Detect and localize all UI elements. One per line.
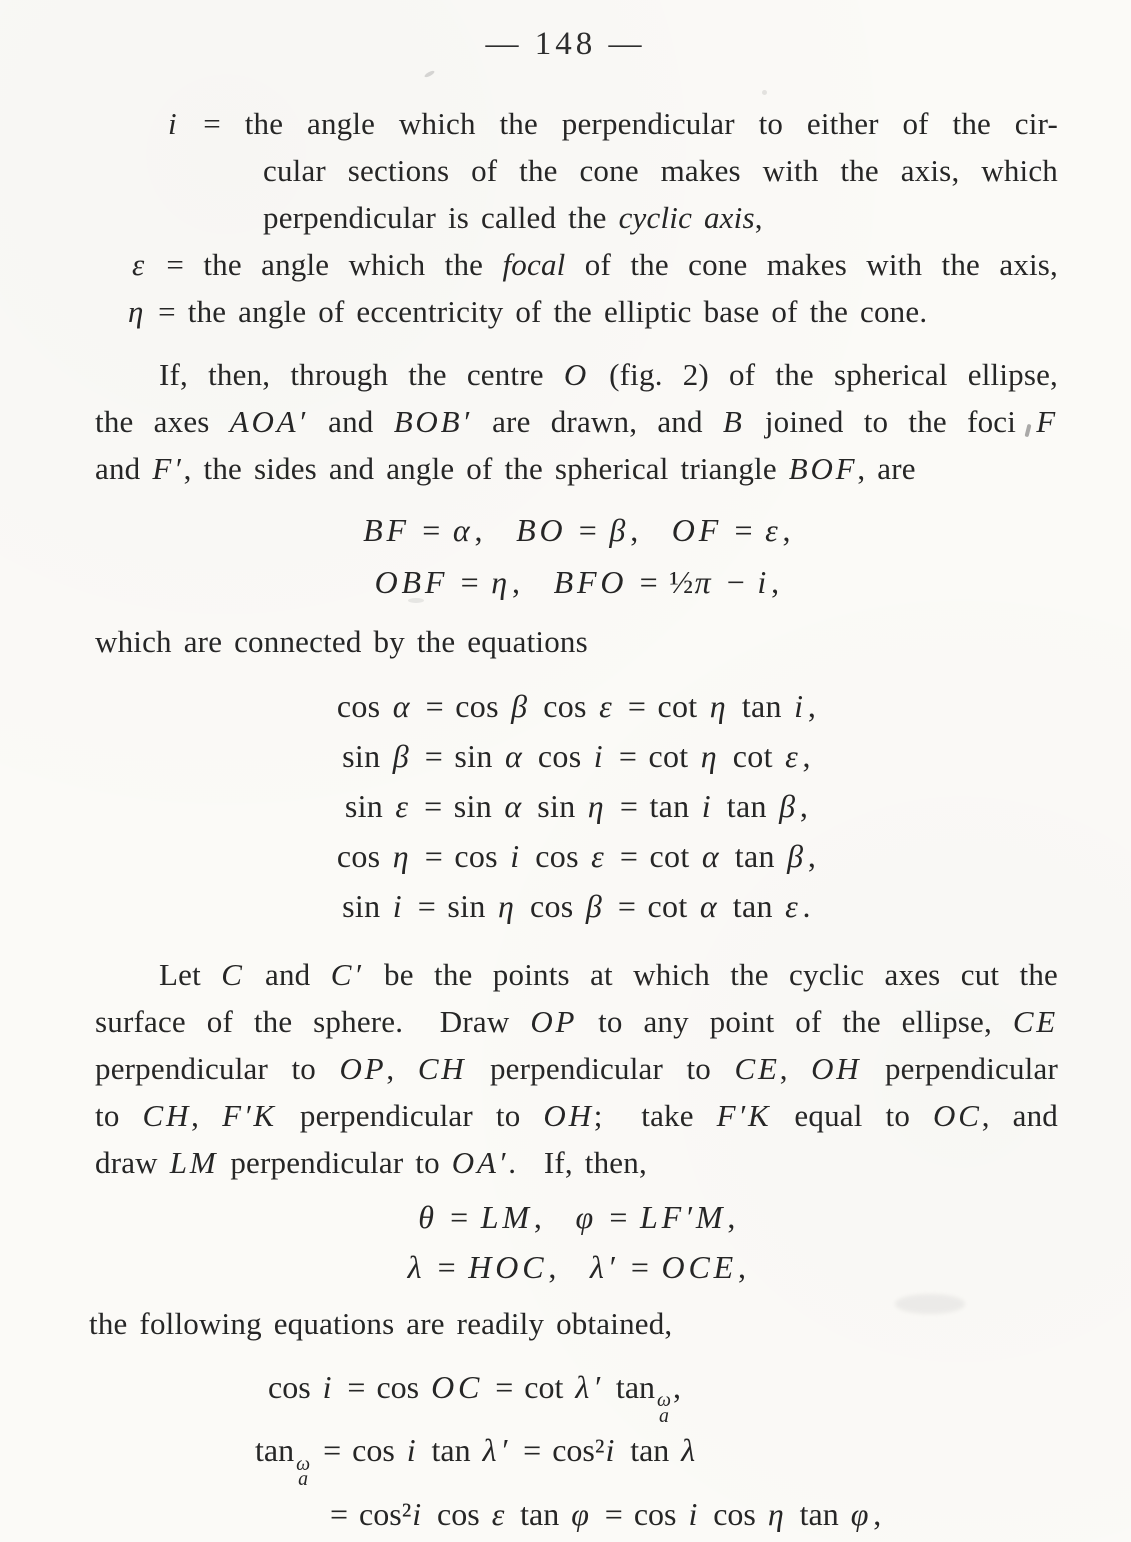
definition-line: i = the angle which the perpendicular to either of the cir- xyxy=(168,106,1058,141)
page-content xyxy=(89,100,1059,1541)
paragraph-cyclic-axes-construction xyxy=(95,951,1058,1186)
paragraph-line: surface of the sphere. Draw OP to any point of the ellipse, CE xyxy=(95,1004,1059,1039)
paragraph-line: perpendicular to OP, CH perpendicular to CE, OH perpendicular xyxy=(95,1051,1058,1086)
paragraph-line: the axes AOA′ and BOB′ are drawn, and B joined to the foci F xyxy=(95,404,1058,439)
equation-line: = cos²i cos ε tan φ = cos i cos η tan φ, xyxy=(330,1495,882,1532)
scan-artifact xyxy=(424,70,436,79)
equations-angle-definitions xyxy=(95,1192,1058,1292)
paragraph-line: draw LM perpendicular to OA′. If, then, xyxy=(95,1145,647,1180)
sentence-line: which are connected by the equations xyxy=(95,624,588,659)
equation-line: tan ω a = cos i tan λ′ = cos²i tan λ xyxy=(255,1432,699,1491)
equation-line: BF = α, BO = β, OF = ε, xyxy=(363,512,791,548)
equation-line: sin ε = sin α sin η = tan i tan β, xyxy=(344,788,809,824)
definition-line: η = the angle of eccentricity of the elliptic base of the cone. xyxy=(128,294,928,329)
scan-artifact xyxy=(762,90,767,95)
equation-line: λ = HOC, λ′ = OCE, xyxy=(407,1249,747,1285)
obtained-sentence xyxy=(89,1300,1058,1347)
definitions-block xyxy=(95,100,1058,335)
sentence-line: the following equations are readily obtained, xyxy=(89,1306,673,1341)
paragraph-line: to CH, F′K perpendicular to OH; take F′K equal to OC, and xyxy=(95,1098,1059,1133)
paragraph-spherical-triangle xyxy=(95,351,1058,492)
definition-line: perpendicular is called the cyclic axis, xyxy=(263,200,763,235)
definition-line: cular sections of the cone makes with the axis, which xyxy=(263,153,1058,188)
equations-connected xyxy=(95,681,1058,931)
equation-line: θ = LM, φ = LF′M, xyxy=(418,1199,736,1235)
equation-line: cos i = cos OC = cot λ′ tan ω a , xyxy=(268,1369,682,1427)
paragraph-line: Let C and C′ be the points at which the cyclic axes cut the xyxy=(159,957,1059,992)
equations-final xyxy=(95,1361,1058,1541)
paragraph-line: If, then, through the centre O (fig. 2) of the spherical ellipse, xyxy=(159,357,1059,392)
page-number: — 148 — xyxy=(485,26,646,62)
equation-line: OBF = η, BFO = ½π − i, xyxy=(374,564,780,600)
equations-triangle-sides xyxy=(95,504,1058,608)
connecting-sentence xyxy=(95,618,1058,665)
equation-line: cos α = cos β cos ε = cot η tan i, xyxy=(336,688,817,724)
equation-line: sin i = sin η cos β = cot α tan ε. xyxy=(342,888,811,924)
equation-line: sin β = sin α cos i = cot η cot ε, xyxy=(342,738,811,774)
paragraph-line: and F′, the sides and angle of the spherical triangle BOF, are xyxy=(95,451,916,486)
definition-line: ε = the angle which the focal of the cone makes with the axis, xyxy=(132,247,1058,282)
equation-line: cos η = cos i cos ε = cot α tan β, xyxy=(336,838,817,874)
